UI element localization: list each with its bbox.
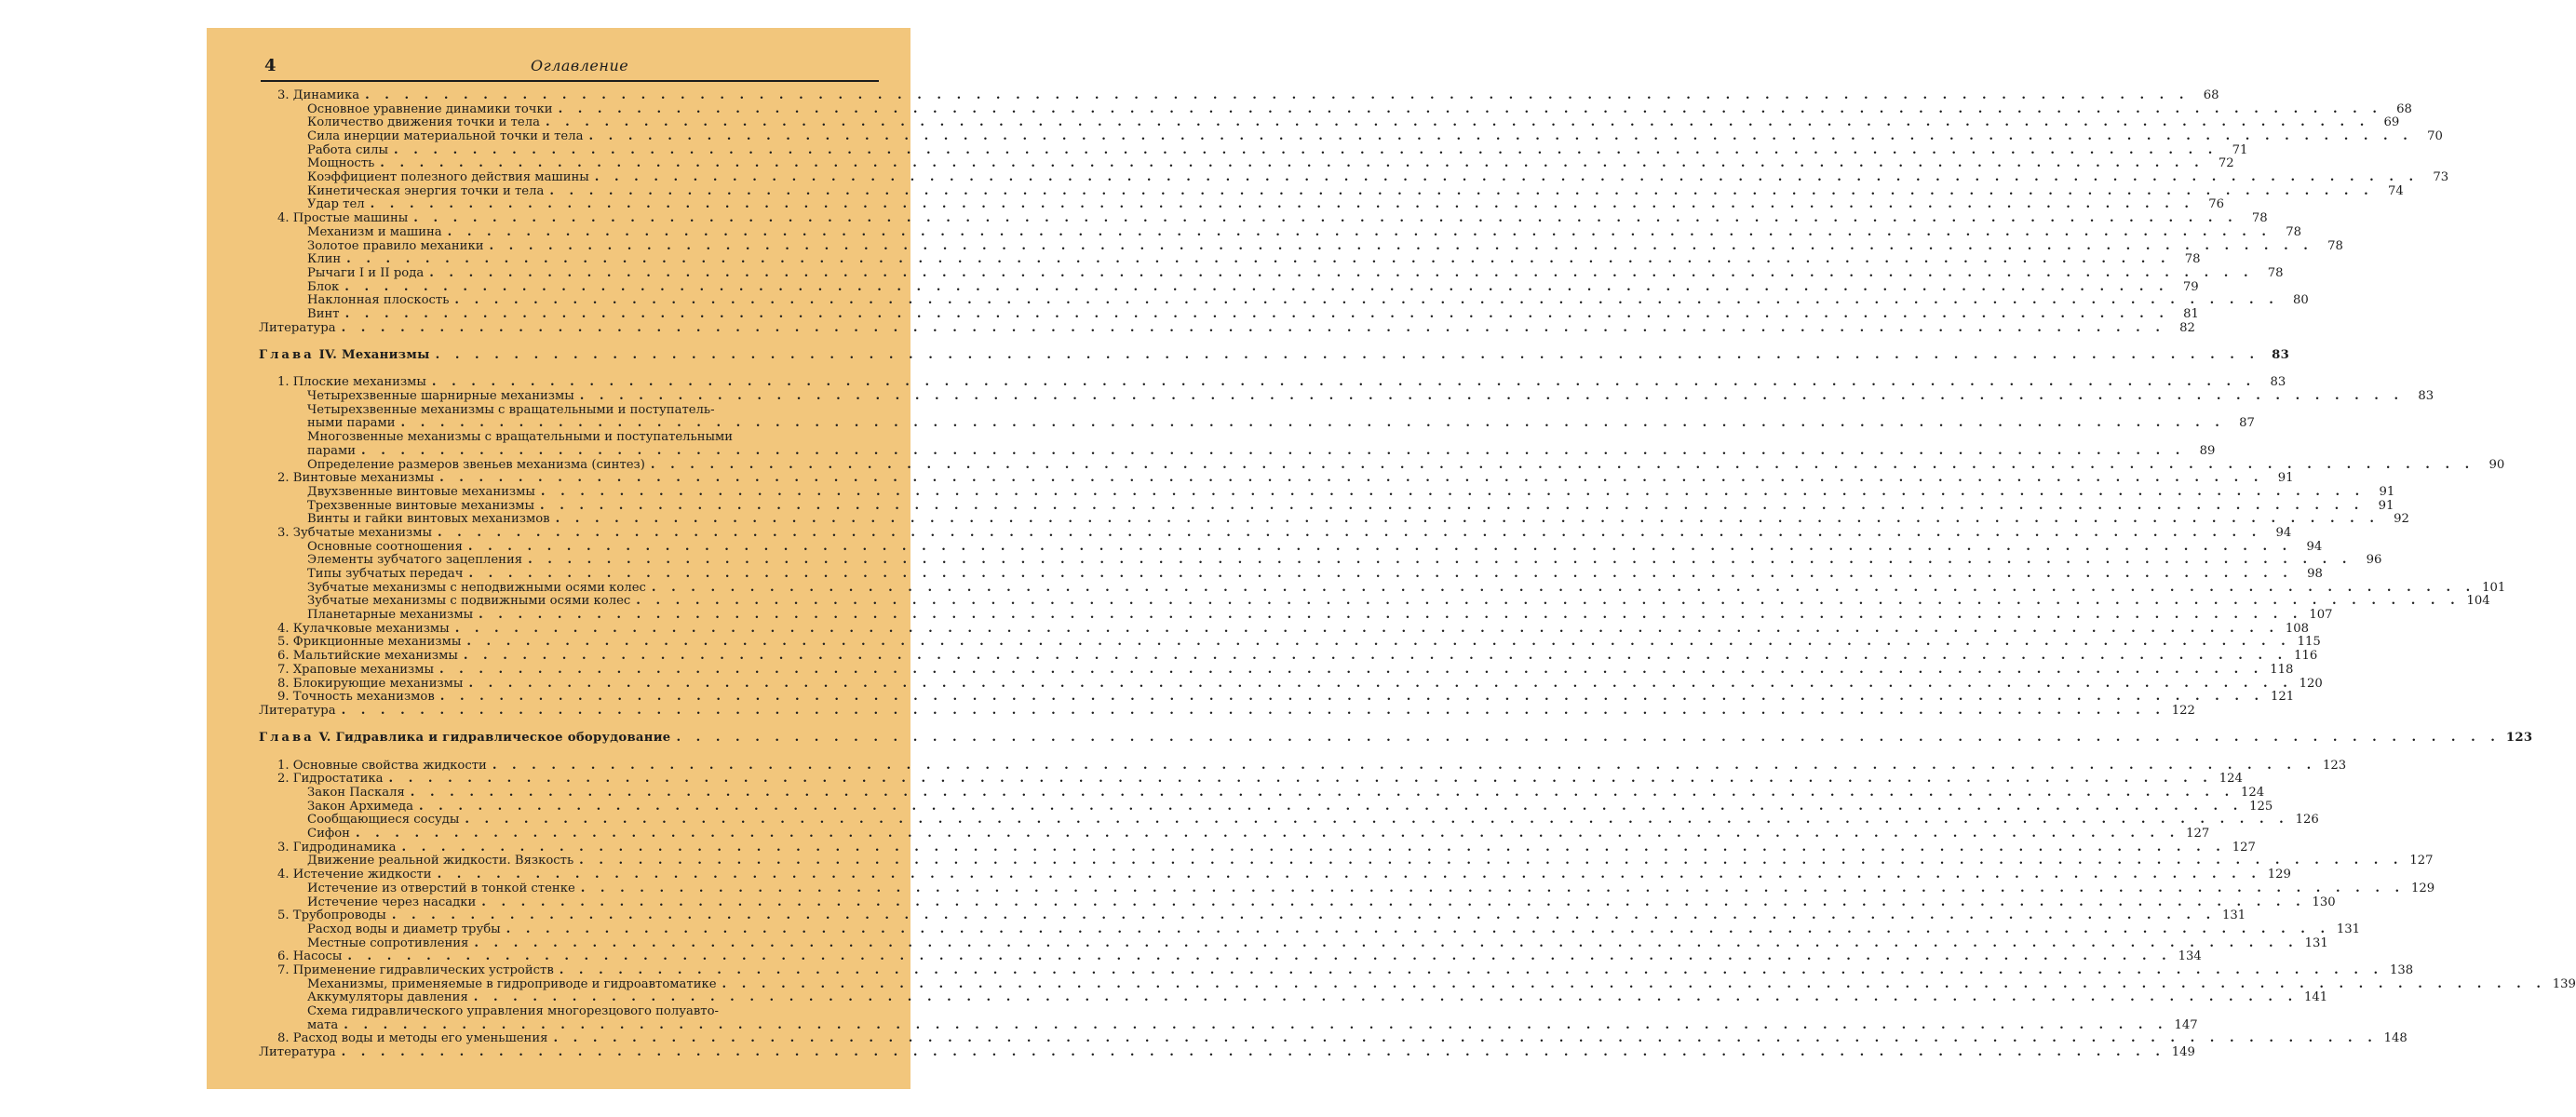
leader-dots: . . . . . . . . . . . . . . . . . . . . . . . . . . . . . . . . . . . . . . . . . . . . . . . . . . . . . . . . . . . . . . . . . . . . . . . . . . . . . . . . . . . . . . . . . . . . . [594, 170, 2420, 185]
entry-title: Двухзвенные винтовые механизмы [307, 484, 535, 499]
page-ref: 68 [2203, 87, 2219, 102]
page-ref: 83 [2272, 348, 2290, 363]
entry-title: Рычаги I и II рода [307, 265, 425, 280]
page-ref: 90 [2488, 457, 2505, 472]
entry-title: Закон Паскаля [307, 786, 405, 801]
leader-dots: . . . . . . . . . . . . . . . . . . . . . . . . . . . . . . . . . . . . . . . . . . . . . . . . . . . . . . . . . . . . . . . . . . . . . . . . . . . . . . . . . . . . . . . . . . . . . [580, 881, 2406, 895]
leader-dots: . . . . . . . . . . . . . . . . . . . . . . . . . . . . . . . . . . . . . . . . . . . . . . . . . . . . . . . . . . . . . . . . . . . . . . . . . . . . . . . . . . . . . . . . . . . . . [466, 635, 2291, 650]
page-ref: 138 [2389, 962, 2414, 977]
leader-dots: . . . . . . . . . . . . . . . . . . . . . . . . . . . . . . . . . . . . . . . . . . . . . . . . . . . . . . . . . . . . . . . . . . . . . . . . . . . . . . . . . . . . . . . . . . . . . [355, 827, 2180, 841]
toc-entry[interactable] [259, 224, 2302, 240]
spacer [259, 746, 864, 760]
leader-dots: . . . . . . . . . . . . . . . . . . . . . . . . . . . . . . . . . . . . . . . . . . . . . . . . . . . . . . . . . . . . . . . . . . . . . . . . . . . . . . . . . . . . . . . . . . . . . [540, 484, 2366, 499]
entry-title: Коэффициент полезного действия машины [307, 170, 589, 185]
page-ref: 87 [2239, 416, 2255, 431]
page-ref: 130 [2312, 895, 2336, 909]
leader-dots: . . . . . . . . . . . . . . . . . . . . . . . . . . . . . . . . . . . . . . . . . . . . . . . . . . . . . . . . . . . . . . . . . . . . . . . . . . . . . . . . . . . . . . . . . . . . . [400, 416, 2225, 431]
running-title: Оглавление [531, 57, 629, 74]
leader-dots: . . . . . . . . . . . . . . . . . . . . . . . . . . . . . . . . . . . . . . . . . . . . . . . . . . . . . . . . . . . . . . . . . . . . . . . . . . . . . . . . . . . . . . . . . . . . . [588, 129, 2413, 144]
leader-dots: . . . . . . . . . . . . . . . . . . . . . . . . . . . . . . . . . . . . . . . . . . . . . . . . . . . . . . . . . . . . . . . . . . . . . . . . . . . . . . . . . . . . . . . . . . . . . [447, 224, 2273, 239]
page-ref: 129 [2410, 881, 2435, 895]
toc-entry-wrapped-end[interactable] [259, 416, 2255, 432]
leader-dots: . . . . . . . . . . . . . . . . . . . . . . . . . . . . . . . . . . . . . . . . . . . . . . . . . . . . . . . . . . . . . . . . . . . . . . . . . . . . . . . . . . . . . . . . . . . . . [361, 443, 2186, 458]
entry-title: 3. Гидродинамика [277, 840, 397, 855]
page-ref: 125 [2249, 799, 2273, 814]
chapter-heading-5[interactable] [259, 731, 2533, 746]
page-ref: 71 [2232, 142, 2248, 157]
toc-entry-wrapped[interactable] [259, 404, 864, 418]
leader-dots: . . . . . . . . . . . . . . . . . . . . . . . . . . . . . . . . . . . . . . . . . . . . . . . . . . . . . . . . . . . . . . . . . . . . . . . . . . . . . . . . . . . . . . . . . . . . . [370, 197, 2194, 212]
page-ref: 74 [2387, 183, 2404, 198]
toc-entry[interactable] [259, 129, 2443, 144]
page-ref: 78 [2251, 211, 2268, 226]
chapter-prefix: Глава [259, 731, 315, 746]
page-ref: 118 [2270, 662, 2294, 677]
toc-entry[interactable] [259, 115, 2400, 130]
toc-section-dynamics [259, 87, 2449, 335]
entry-title-line2: мата [307, 1017, 339, 1032]
toc-entry[interactable] [259, 868, 2291, 882]
toc-entry-wrapped-end[interactable] [259, 1017, 2198, 1033]
entry-title: Механизмы, применяемые в гидроприводе и гидроавтоматике [307, 976, 717, 991]
entry-title: 7. Применение гидравлических устройств [277, 962, 554, 977]
entry-title: Наклонная плоскость [307, 293, 450, 308]
toc-section-hydraulics-end [259, 1031, 2407, 1060]
leader-dots: . . . . . . . . . . . . . . . . . . . . . . . . . . . . . . . . . . . . . . . . . . . . . . . . . . . . . . . . . . . . . . . . . . . . . . . . . . . . . . . . . . . . . . . . . . . . . [401, 840, 2226, 855]
toc-entry[interactable] [259, 608, 2333, 623]
leader-dots: . . . . . . . . . . . . . . . . . . . . . . . . . . . . . . . . . . . . . . . . . . . . . . . . . . . . . . . . . . . . . . . . . . . . . . . . . . . . . . . . . . . . . . . . . . . . . [553, 1031, 2378, 1046]
toc-entry[interactable] [259, 389, 2434, 404]
page-ref: 122 [2171, 703, 2195, 718]
entry-title: 8. Блокирующие механизмы [277, 676, 464, 691]
entry-title: Истечение через насадки [307, 895, 477, 909]
leader-dots: . . . . . . . . . . . . . . . . . . . . . . . . . . . . . . . . . . . . . . . . . . . . . . . . . . . . . . . . . . . . . . . . . . . . . . . . . . . . . . . . . . . . . . . . . . . . . [341, 703, 2165, 718]
entry-title: 1. Основные свойства жидкости [277, 758, 487, 773]
leader-dots: . . . . . . . . . . . . . . . . . . . . . . . . . . . . . . . . . . . . . . . . . . . . . . . . . . . . . . . . . . . . . . . . . . . . . . . . . . . . . . . . . . . . . . . . . . . . . [394, 142, 2219, 157]
toc-entry[interactable] [259, 1045, 2195, 1060]
leader-dots: . . . . . . . . . . . . . . . . . . . . . . . . . . . . . . . . . . . . . . . . . . . . . . . . . . . . . . . . . . . . . . . . . . . . . . . . . . . . . . . . . . . . . . . . . . . . . [344, 1017, 2168, 1032]
leader-dots: . . . . . . . . . . . . . . . . . . . . . . . . . . . . . . . . . . . . . . . . . . . . . . . . . . . . . . . . . . . . . . . . . . . . . . . . . . . . . . . . . . . . . . . . . . . . . [479, 608, 2303, 623]
page-ref: 78 [2286, 224, 2302, 239]
toc-entry[interactable] [259, 471, 2294, 486]
entry-title: Литература [259, 320, 336, 335]
leader-dots: . . . . . . . . . . . . . . . . . . . . . . . . . . . . . . . . . . . . . . . . . . . . . . . . . . . . . . . . . . . . . . . . . . . . . . . . . . . . . . . . . . . . . . . . . . . . . [481, 895, 2306, 909]
entry-title: Литература [259, 703, 336, 718]
leader-dots: . . . . . . . . . . . . . . . . . . . . . . . . . . . . . . . . . . . . . . . . . . . . . . . . . . . . . . . . . . . . . . . . . . . . . . . . . . . . . . . . . . . . . . . . . . . . . [545, 115, 2370, 130]
toc-entry[interactable] [259, 799, 2273, 814]
page-ref: 73 [2433, 170, 2449, 185]
leader-dots: . . . . . . . . . . . . . . . . . . . . . . . . . . . . . . . . . . . . . . . . . . . . . . . . . . . . . . . . . . . . . . . . . . . . . . . . . . . . . . . . . . . . . . . . . . . . . [468, 567, 2293, 582]
leader-dots: . . . . . . . . . . . . . . . . . . . . . . . . . . . . . . . . . . . . . . . . . . . . . . . . . . . . . . . . . . . . . . . . . . . . . . . . . . . . . . . . . . . . . . . . . . . . . [650, 457, 2475, 472]
entry-title: 4. Кулачковые механизмы [277, 621, 450, 636]
toc-entry[interactable] [259, 635, 2321, 651]
page-ref: 131 [2304, 935, 2328, 950]
entry-title: 5. Фрикционные механизмы [277, 635, 462, 650]
leader-dots: . . . . . . . . . . . . . . . . . . . . . . . . . . . . . . . . . . . . . . . . . . . . . . . . . . . . . . . . . . . . . . . . . . . . . . . . . . . . . . . . . . . . . . . . . . . . . [467, 539, 2293, 554]
entry-title: Сообщающиеся сосуды [307, 813, 460, 828]
page-ref: 101 [2482, 580, 2506, 595]
entry-title: Элементы зубчатого зацепления [307, 553, 523, 568]
entry-title: 6. Мальтийские механизмы [277, 649, 458, 664]
leader-dots: . . . . . . . . . . . . . . . . . . . . . . . . . . . . . . . . . . . . . . . . . . . . . . . . . . . . . . . . . . . . . . . . . . . . . . . . . . . . . . . . . . . . . . . . . . . . . [559, 962, 2384, 977]
entry-title: Литература [259, 1045, 336, 1060]
entry-title: Закон Архимеда [307, 799, 413, 814]
toc-entry[interactable] [259, 840, 2256, 855]
leader-dots: . . . . . . . . . . . . . . . . . . . . . . . . . . . . . . . . . . . . . . . . . . . . . . . . . . . . . . . . . . . . . . . . . . . . . . . . . . . . . . . . . . . . . . . . . . . . . [413, 211, 2238, 226]
leader-dots: . . . . . . . . . . . . . . . . . . . . . . . . . . . . . . . . . . . . . . . . . . . . . . . . . . . . . . . . . . . . . . . . . . . . . . . . . . . . . . . . . . . . . . . . . . . . . [380, 156, 2205, 171]
toc-entry[interactable] [259, 908, 2246, 923]
leader-dots: . . . . . . . . . . . . . . . . . . . . . . . . . . . . . . . . . . . . . . . . . . . . . . . . . . . . . . . . . . . . . . . . . . . . . . . . . . . . . . . . . . . . . . . . . . . . . [439, 471, 2264, 486]
leader-dots: . . . . . . . . . . . . . . . . . . . . . . . . . . . . . . . . . . . . . . . . . . . . . . . . . . . . . . . . . . . . . . . . . . . . . . . . . . . . . . . . . . . . . . . . . . . . . [468, 676, 2293, 691]
entry-title: 5. Трубопроводы [277, 908, 386, 923]
entry-title: 3. Динамика [277, 87, 360, 102]
entry-title: Количество движения точки и тела [307, 115, 540, 130]
table-of-contents [259, 87, 2576, 1060]
page-ref: 76 [2208, 197, 2224, 212]
toc-entry[interactable] [259, 170, 2449, 185]
entry-title: Истечение из отверстий в тонкой стенке [307, 881, 575, 895]
entry-title: Работа силы [307, 142, 389, 157]
entry-title: 3. Зубчатые механизмы [277, 525, 432, 540]
leader-dots: . . . . . . . . . . . . . . . . . . . . . . . . . . . . . . . . . . . . . . . . . . . . . . . . . . . . . . . . . . . . . . . . . . . . . . . . . . . . . . . . . . . . . . . . . . . . . [437, 868, 2261, 882]
toc-entry[interactable] [259, 265, 2284, 281]
page-ref: 94 [2275, 525, 2292, 540]
toc-entry[interactable] [259, 197, 2224, 213]
leader-dots: . . . . . . . . . . . . . . . . . . . . . . . . . . . . . . . . . . . . . . . . . . . . . . . . . . . . . . . . . . . . . . . . . . . . . . . . . . . . . . . . . . . . . . . . . . . . . [439, 662, 2264, 677]
leader-dots: . . . . . . . . . . . . . . . . . . . . . . . . . . . . . . . . . . . . . . . . . . . . . . . . . . . . . . . . . . . . . . . . . . . . . . . . . . . . . . . . . . . . . . . . . . . . . [391, 908, 2217, 923]
toc-entry[interactable] [259, 813, 2319, 828]
entry-title: Четырехзвенные шарнирные механизмы [307, 389, 574, 404]
page-ref: 98 [2307, 567, 2323, 582]
page-ref: 121 [2270, 690, 2295, 705]
page-ref: 89 [2199, 443, 2216, 458]
leader-dots: . . . . . . . . . . . . . . . . . . . . . . . . . . . . . . . . . . . . . . . . . . . . . . . . . . . . . . . . . . . . . . . . . . . . . . . . . . . . . . . . . . . . . . . . . . . . . [492, 758, 2317, 773]
page-ref: 129 [2267, 868, 2291, 882]
leader-dots: . . . . . . . . . . . . . . . . . . . . . . . . . . . . . . . . . . . . . . . . . . . . . . . . . . . . . . . . . . . . . . . . . . . . . . . . . . . . . . . . . . . . . . . . . . . . . [579, 854, 2404, 868]
entry-title: Сила инерции материальной точки и тела [307, 129, 584, 144]
page-ref: 131 [2336, 922, 2361, 936]
leader-dots: . . . . . . . . . . . . . . . . . . . . . . . . . . . . . . . . . . . . . . . . . . . . . . . . . . . . . . . . . . . . . . . . . . . . . . . . . . . . . . . . . . . . . . . . . . . . . [463, 649, 2288, 664]
leader-dots: . . . . . . . . . . . . . . . . . . . . . . . . . . . . . . . . . . . . . . . . . . . . . . . . . . . . . . . . . . . . . . . . . . . . . . . . . . . . . . . . . . . . . . . . . . . . . [454, 621, 2280, 636]
toc-entry[interactable] [259, 320, 2195, 336]
toc-entry[interactable] [259, 935, 2328, 951]
page-ref: 78 [2267, 265, 2284, 280]
leader-dots: . . . . . . . . . . . . . . . . . . . . . . . . . . . . . . . . . . . . . . . . . . . . . . . . . . . . . . . . . . . . . . . . . . . . . . . . . . . . . . . . . . . . . . . . . . . . . [722, 976, 2546, 991]
entry-title: Винт [307, 306, 340, 321]
page-ref: 131 [2222, 908, 2246, 923]
toc-entry[interactable] [259, 949, 2202, 964]
entry-title: Механизм и машина [307, 224, 442, 239]
entry-title: 4. Истечение жидкости [277, 868, 432, 882]
book-page [207, 28, 2576, 1089]
entry-title-line1: Многозвенные механизмы с вращательными и поступательными [307, 430, 734, 445]
entry-title: Удар тел [307, 197, 365, 212]
page-ref: 94 [2306, 539, 2323, 554]
entry-title: Кинетическая энергия точки и тела [307, 183, 545, 198]
entry-title: Клин [307, 252, 342, 267]
page-ref: 147 [2174, 1017, 2198, 1032]
toc-entry[interactable] [259, 512, 2409, 527]
toc-entry[interactable] [259, 976, 2576, 992]
entry-title-line2: ными парами [307, 416, 396, 431]
entry-title-line2: парами [307, 443, 357, 458]
page-ref: 83 [2418, 389, 2434, 404]
toc-entry[interactable] [259, 690, 2295, 705]
chapter-title: IV. Механизмы [318, 348, 430, 363]
page-ref: 69 [2383, 115, 2400, 130]
leader-dots: . . . . . . . . . . . . . . . . . . . . . . . . . . . . . . . . . . . . . . . . . . . . . . . . . . . . . . . . . . . . . . . . . . . . . . . . . . . . . . . . . . . . . . . . . . . . . [676, 731, 2501, 746]
toc-entry-wrapped[interactable] [259, 1005, 864, 1019]
toc-entry[interactable] [259, 854, 2434, 869]
toc-entry[interactable] [259, 758, 2347, 774]
entry-title: Определение размеров звеньев механизма (синтез) [307, 457, 645, 472]
entry-title: Планетарные механизмы [307, 608, 474, 623]
entry-title: 1. Плоские механизмы [277, 375, 426, 390]
toc-entry[interactable] [259, 553, 2382, 568]
page-ref: 91 [2378, 498, 2394, 513]
spacer [259, 363, 864, 377]
toc-section-mechanisms [259, 375, 2434, 404]
toc-entry[interactable] [259, 484, 2395, 500]
entry-title: Движение реальной жидкости. Вязкость [307, 854, 574, 868]
page-ref: 127 [2232, 840, 2256, 855]
toc-entry[interactable] [259, 649, 2318, 664]
leader-dots: . . . . . . . . . . . . . . . . . . . . . . . . . . . . . . . . . . . . . . . . . . . . . . . . . . . . . . . . . . . . . . . . . . . . . . . . . . . . . . . . . . . . . . . . . . . . . [341, 1045, 2165, 1060]
toc-entry[interactable] [259, 567, 2323, 582]
leader-dots: . . . . . . . . . . . . . . . . . . . . . . . . . . . . . . . . . . . . . . . . . . . . . . . . . . . . . . . . . . . . . . . . . . . . . . . . . . . . . . . . . . . . . . . . . . . . . [344, 279, 2169, 294]
page-ref: 115 [2297, 635, 2321, 650]
entry-title: Блок [307, 279, 340, 294]
page-ref: 120 [2299, 676, 2323, 691]
entry-title: Золотое правило механики [307, 238, 484, 253]
toc-entry[interactable] [259, 101, 2412, 117]
toc-entry[interactable] [259, 1031, 2407, 1046]
chapter-title: V. Гидравлика и гидравлическое оборудование [318, 731, 671, 746]
toc-entry[interactable] [259, 375, 2286, 390]
page-ref: 123 [2323, 758, 2347, 773]
entry-title: Аккумуляторы давления [307, 990, 468, 1005]
toc-entry[interactable] [259, 87, 2219, 103]
entry-title: Местные сопротивления [307, 935, 469, 950]
entry-title: 2. Винтовые механизмы [277, 471, 435, 486]
leader-dots: . . . . . . . . . . . . . . . . . . . . . . . . . . . . . . . . . . . . . . . . . . . . . . . . . . . . . . . . . . . . . . . . . . . . . . . . . . . . . . . . . . . . . . . . . . . . . [474, 935, 2299, 950]
leader-dots: . . . . . . . . . . . . . . . . . . . . . . . . . . . . . . . . . . . . . . . . . . . . . . . . . . . . . . . . . . . . . . . . . . . . . . . . . . . . . . . . . . . . . . . . . . . . . [388, 772, 2213, 787]
toc-entry[interactable] [259, 293, 2309, 308]
leader-dots: . . . . . . . . . . . . . . . . . . . . . . . . . . . . . . . . . . . . . . . . . . . . . . . . . . . . . . . . . . . . . . . . . . . . . . . . . . . . . . . . . . . . . . . . . . . . . [435, 348, 2260, 363]
leader-dots: . . . . . . . . . . . . . . . . . . . . . . . . . . . . . . . . . . . . . . . . . . . . . . . . . . . . . . . . . . . . . . . . . . . . . . . . . . . . . . . . . . . . . . . . . . . . . [347, 949, 2172, 964]
entry-title: Типы зубчатых передач [307, 567, 464, 582]
page-ref: 127 [2186, 827, 2210, 841]
page-ref: 79 [2182, 279, 2199, 294]
entry-title: Зубчатые механизмы с неподвижными осями колес [307, 580, 646, 595]
page-ref: 78 [2327, 238, 2343, 253]
toc-entry[interactable] [259, 922, 2361, 937]
spacer [259, 719, 864, 733]
leader-dots: . . . . . . . . . . . . . . . . . . . . . . . . . . . . . . . . . . . . . . . . . . . . . . . . . . . . . . . . . . . . . . . . . . . . . . . . . . . . . . . . . . . . . . . . . . . . . [439, 690, 2265, 705]
entry-title: Сифон [307, 827, 350, 841]
entry-title-line1: Четырехзвенные механизмы с вращательными и поступатель- [307, 402, 715, 417]
page-ref: 68 [2396, 101, 2412, 116]
leader-dots: . . . . . . . . . . . . . . . . . . . . . . . . . . . . . . . . . . . . . . . . . . . . . . . . . . . . . . . . . . . . . . . . . . . . . . . . . . . . . . . . . . . . . . . . . . . . . [506, 922, 2331, 936]
toc-entry[interactable] [259, 962, 2414, 978]
toc-section-mechanisms-cont [259, 457, 2506, 719]
page-ref: 141 [2304, 990, 2328, 1005]
toc-entry[interactable] [259, 786, 2265, 801]
toc-entry[interactable] [259, 306, 2199, 322]
toc-entry[interactable] [259, 156, 2234, 171]
page-ref: 148 [2383, 1031, 2407, 1046]
toc-entry[interactable] [259, 498, 2394, 514]
page-ref: 96 [2366, 553, 2382, 568]
leader-dots: . . . . . . . . . . . . . . . . . . . . . . . . . . . . . . . . . . . . . . . . . . . . . . . . . . . . . . . . . . . . . . . . . . . . . . . . . . . . . . . . . . . . . . . . . . . . . [636, 594, 2461, 609]
entry-title: 9. Точность механизмов [277, 690, 435, 705]
leader-dots: . . . . . . . . . . . . . . . . . . . . . . . . . . . . . . . . . . . . . . . . . . . . . . . . . . . . . . . . . . . . . . . . . . . . . . . . . . . . . . . . . . . . . . . . . . . . . [346, 252, 2171, 267]
page-ref: 116 [2294, 649, 2318, 664]
leader-dots: . . . . . . . . . . . . . . . . . . . . . . . . . . . . . . . . . . . . . . . . . . . . . . . . . . . . . . . . . . . . . . . . . . . . . . . . . . . . . . . . . . . . . . . . . . . . . [540, 498, 2365, 513]
entry-title: Трехзвенные винтовые механизмы [307, 498, 535, 513]
entry-title: 2. Гидростатика [277, 772, 384, 787]
page-ref: 72 [2218, 156, 2234, 171]
toc-entry[interactable] [259, 895, 2336, 910]
toc-entry[interactable] [259, 211, 2268, 226]
page-ref: 108 [2285, 621, 2310, 636]
leader-dots: . . . . . . . . . . . . . . . . . . . . . . . . . . . . . . . . . . . . . . . . . . . . . . . . . . . . . . . . . . . . . . . . . . . . . . . . . . . . . . . . . . . . . . . . . . . . . [437, 525, 2262, 540]
spacer [259, 335, 864, 349]
page-ref: 104 [2466, 594, 2490, 609]
page-ref: 83 [2270, 375, 2286, 390]
toc-entry[interactable] [259, 990, 2328, 1005]
leader-dots: . . . . . . . . . . . . . . . . . . . . . . . . . . . . . . . . . . . . . . . . . . . . . . . . . . . . . . . . . . . . . . . . . . . . . . . . . . . . . . . . . . . . . . . . . . . . . [549, 183, 2374, 198]
entry-title: 6. Насосы [277, 949, 343, 964]
toc-entry[interactable] [259, 662, 2294, 678]
leader-dots: . . . . . . . . . . . . . . . . . . . . . . . . . . . . . . . . . . . . . . . . . . . . . . . . . . . . . . . . . . . . . . . . . . . . . . . . . . . . . . . . . . . . . . . . . . . . . [429, 265, 2254, 280]
toc-entry[interactable] [259, 279, 2199, 295]
leader-dots: . . . . . . . . . . . . . . . . . . . . . . . . . . . . . . . . . . . . . . . . . . . . . . . . . . . . . . . . . . . . . . . . . . . . . . . . . . . . . . . . . . . . . . . . . . . . . [651, 580, 2476, 595]
page-ref: 78 [2184, 252, 2201, 267]
entry-title: Расход воды и диаметр трубы [307, 922, 501, 936]
toc-entry[interactable] [259, 142, 2248, 158]
leader-dots: . . . . . . . . . . . . . . . . . . . . . . . . . . . . . . . . . . . . . . . . . . . . . . . . . . . . . . . . . . . . . . . . . . . . . . . . . . . . . . . . . . . . . . . . . . . . . [341, 320, 2165, 335]
leader-dots: . . . . . . . . . . . . . . . . . . . . . . . . . . . . . . . . . . . . . . . . . . . . . . . . . . . . . . . . . . . . . . . . . . . . . . . . . . . . . . . . . . . . . . . . . . . . . [465, 813, 2289, 828]
leader-dots: . . . . . . . . . . . . . . . . . . . . . . . . . . . . . . . . . . . . . . . . . . . . . . . . . . . . . . . . . . . . . . . . . . . . . . . . . . . . . . . . . . . . . . . . . . . . . [528, 553, 2353, 568]
leader-dots: . . . . . . . . . . . . . . . . . . . . . . . . . . . . . . . . . . . . . . . . . . . . . . . . . . . . . . . . . . . . . . . . . . . . . . . . . . . . . . . . . . . . . . . . . . . . . [344, 306, 2169, 321]
page-ref: 124 [2219, 772, 2243, 787]
toc-entry[interactable] [259, 183, 2404, 199]
page-ref: 81 [2183, 306, 2199, 321]
entry-title: Мощность [307, 156, 375, 171]
page-ref: 92 [2394, 512, 2409, 527]
page-ref: 126 [2295, 813, 2319, 828]
entry-title: 7. Храповые механизмы [277, 662, 434, 677]
toc-entry[interactable] [259, 252, 2201, 267]
entry-title: 4. Простые машины [277, 211, 409, 226]
toc-entry[interactable] [259, 457, 2505, 473]
toc-entry[interactable] [259, 827, 2210, 841]
leader-dots: . . . . . . . . . . . . . . . . . . . . . . . . . . . . . . . . . . . . . . . . . . . . . . . . . . . . . . . . . . . . . . . . . . . . . . . . . . . . . . . . . . . . . . . . . . . . . [418, 799, 2244, 814]
page-ref: 127 [2409, 854, 2434, 868]
page-ref: 82 [2179, 320, 2195, 335]
page-header [261, 56, 879, 82]
page-ref: 107 [2309, 608, 2333, 623]
page-ref: 80 [2293, 293, 2309, 308]
toc-section-hydraulics [259, 758, 2576, 1005]
toc-entry[interactable] [259, 772, 2243, 787]
toc-entry[interactable] [259, 676, 2323, 692]
page-ref: 134 [2178, 949, 2202, 964]
page-ref: 139 [2552, 976, 2576, 991]
entry-title: Винты и гайки винтовых механизмов [307, 512, 550, 527]
page-ref: 149 [2171, 1045, 2195, 1060]
page-number: 4 [264, 56, 276, 75]
leader-dots: . . . . . . . . . . . . . . . . . . . . . . . . . . . . . . . . . . . . . . . . . . . . . . . . . . . . . . . . . . . . . . . . . . . . . . . . . . . . . . . . . . . . . . . . . . . . . [365, 87, 2190, 102]
chapter-prefix: Глава [259, 348, 315, 363]
leader-dots: . . . . . . . . . . . . . . . . . . . . . . . . . . . . . . . . . . . . . . . . . . . . . . . . . . . . . . . . . . . . . . . . . . . . . . . . . . . . . . . . . . . . . . . . . . . . . [410, 786, 2235, 801]
leader-dots: . . . . . . . . . . . . . . . . . . . . . . . . . . . . . . . . . . . . . . . . . . . . . . . . . . . . . . . . . . . . . . . . . . . . . . . . . . . . . . . . . . . . . . . . . . . . . [454, 293, 2279, 308]
page-ref: 91 [2277, 471, 2294, 486]
toc-entry-wrapped-end[interactable] [259, 443, 2216, 459]
leader-dots: . . . . . . . . . . . . . . . . . . . . . . . . . . . . . . . . . . . . . . . . . . . . . . . . . . . . . . . . . . . . . . . . . . . . . . . . . . . . . . . . . . . . . . . . . . . . . [473, 990, 2299, 1005]
toc-entry[interactable] [259, 881, 2435, 896]
page-ref: 70 [2427, 129, 2443, 144]
page-ref: 124 [2241, 786, 2265, 801]
entry-title: Основное уравнение динамики точки [307, 101, 553, 116]
page-ref: 91 [2379, 484, 2395, 499]
leader-dots: . . . . . . . . . . . . . . . . . . . . . . . . . . . . . . . . . . . . . . . . . . . . . . . . . . . . . . . . . . . . . . . . . . . . . . . . . . . . . . . . . . . . . . . . . . . . . [579, 389, 2405, 404]
toc-entry[interactable] [259, 621, 2310, 637]
toc-entry[interactable] [259, 539, 2323, 555]
page-ref: 123 [2505, 731, 2533, 746]
toc-entry[interactable] [259, 594, 2490, 609]
leader-dots: . . . . . . . . . . . . . . . . . . . . . . . . . . . . . . . . . . . . . . . . . . . . . . . . . . . . . . . . . . . . . . . . . . . . . . . . . . . . . . . . . . . . . . . . . . . . . [558, 101, 2382, 116]
chapter-heading-4[interactable] [259, 348, 2290, 363]
leader-dots: . . . . . . . . . . . . . . . . . . . . . . . . . . . . . . . . . . . . . . . . . . . . . . . . . . . . . . . . . . . . . . . . . . . . . . . . . . . . . . . . . . . . . . . . . . . . . [489, 238, 2313, 253]
toc-entry[interactable] [259, 580, 2506, 596]
entry-title: Основные соотношения [307, 539, 463, 554]
entry-title: 8. Расход воды и методы его уменьшения [277, 1031, 548, 1046]
leader-dots: . . . . . . . . . . . . . . . . . . . . . . . . . . . . . . . . . . . . . . . . . . . . . . . . . . . . . . . . . . . . . . . . . . . . . . . . . . . . . . . . . . . . . . . . . . . . . [555, 512, 2380, 527]
toc-entry-wrapped[interactable] [259, 431, 864, 445]
entry-title-line1: Схема гидравлического управления многорезцового полуавто- [307, 1004, 719, 1019]
leader-dots: . . . . . . . . . . . . . . . . . . . . . . . . . . . . . . . . . . . . . . . . . . . . . . . . . . . . . . . . . . . . . . . . . . . . . . . . . . . . . . . . . . . . . . . . . . . . . [431, 375, 2257, 390]
entry-title: Зубчатые механизмы с подвижными осями колес [307, 594, 631, 609]
toc-entry[interactable] [259, 525, 2292, 541]
toc-entry[interactable] [259, 238, 2343, 254]
toc-entry[interactable] [259, 703, 2195, 719]
